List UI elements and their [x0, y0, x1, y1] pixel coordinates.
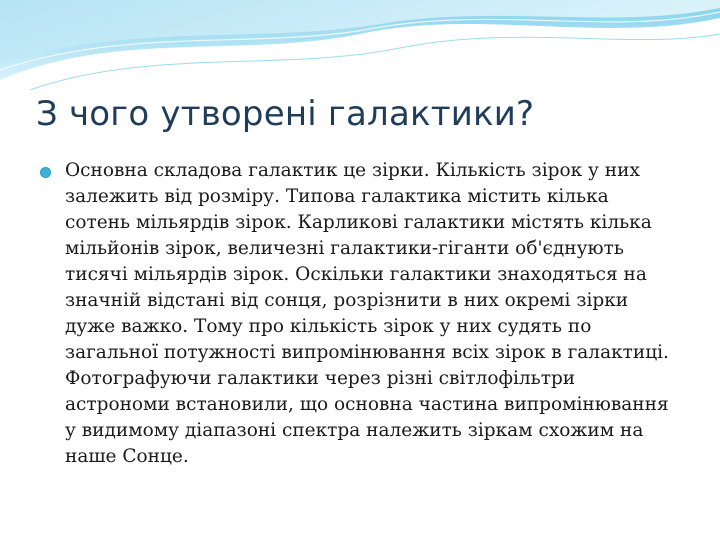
bullet-item	[40, 158, 680, 470]
slide-title: З чого утворені галактики?	[36, 94, 535, 134]
bullet-dot-icon	[40, 167, 51, 178]
header-wave-decoration	[0, 0, 720, 90]
bullet-text: Основна складова галактик це зірки. Кількість зірок у них залежить від розміру. Типова галактика містить кілька сотень мільярдів зірок. Карликові галактики містять кілька мільйонів зірок, величезні галактики-гіганти об'єднують тисячі мільярдів зірок. Оскільки галактики знаходяться на значній відстані від сонця, розрізнити в них окремі зірки дуже важко. Тому про кількість зірок у них судять по загальної потужності випромінювання всіх зірок в галактиці. Фотографуючи галактики через різні світлофільтри астрономи встановили, що основна частина випромінювання у видимому діапазоні спектра належить зіркам схожим на наше Сонце.	[65, 160, 669, 467]
slide-content	[40, 158, 680, 470]
